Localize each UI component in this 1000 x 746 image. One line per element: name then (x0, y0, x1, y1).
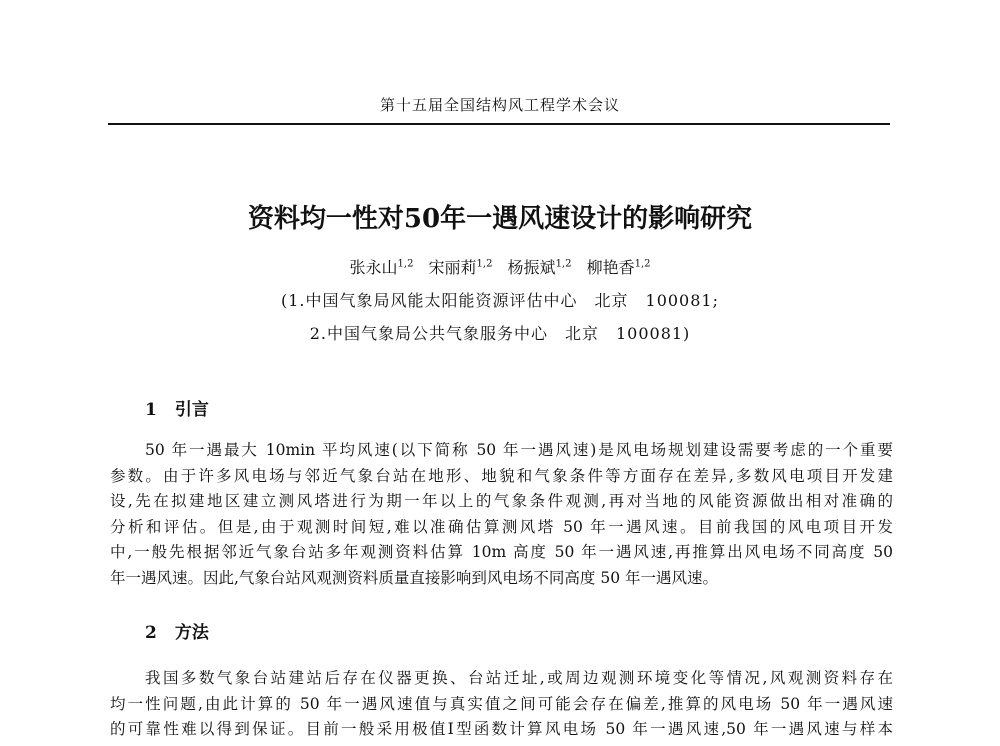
paragraph-line: 设,先在拟建地区建立测风塔进行为期一年以上的气象条件观测,再对当地的风能资源做出相对准确的 (110, 492, 893, 511)
author-affiliation-mark: 1,2 (555, 258, 572, 270)
paragraph-line: 均一性问题,由此计算的 50 年一遇风速值与真实值之间可能会存在偏差,推算的风电场 50 年一遇风速 (110, 694, 893, 713)
paper-title: 资料均一性对50年一遇风速设计的影响研究 (247, 204, 753, 234)
paragraph-line: 我国多数气象台站建站后存在仪器更换、台站迁址,或周边观测环境变化等情况,风观测资料存在 (145, 669, 893, 687)
header-rule (108, 123, 890, 125)
section-number: 2 (145, 623, 157, 643)
author: 杨振斌 (507, 258, 556, 277)
section-number: 1 (145, 400, 157, 420)
section-title: 引言 (174, 400, 209, 420)
author-affiliation-mark: 1,2 (634, 258, 651, 270)
author: 柳艳香 (586, 258, 635, 277)
author: 宋丽莉 (428, 258, 477, 277)
author: 张永山 (349, 258, 398, 277)
paragraph-line: 50 年一遇最大 10min 平均风速(以下简称 50 年一遇风速)是风电场规划建设需要考虑的一个重要 (145, 441, 893, 459)
paragraph-line: 的可靠性难以得到保证。目前一般采用极值Ⅰ型函数计算风电场 50 年一遇风速,50 年一遇风速与样本 (110, 720, 893, 739)
paragraph-line: 中,一般先根据邻近气象台站多年观测资料估算 10m 高度 50 年一遇风速,再推算出风电场不同高度 50 (110, 543, 893, 562)
paragraph-line: 分析和评估。但是,由于观测时间短,难以准确估算测风塔 50 年一遇风速。目前我国的风电项目开发 (110, 517, 893, 536)
author-affiliation-mark: 1,2 (397, 258, 414, 270)
section-heading-introduction (145, 395, 209, 420)
running-header: 第十五届全国结构风工程学术会议 (379, 96, 620, 114)
author-affiliation-mark: 1,2 (476, 258, 493, 270)
paragraph-line: 参数。由于许多风电场与邻近气象台站在地形、地貌和气象条件等方面存在差异,多数风电项目开发建 (110, 466, 893, 485)
section-heading-method (145, 618, 209, 643)
author-list (0, 255, 1000, 278)
paragraph-line: 年一遇风速。因此,气象台站风观测资料质量直接影响到风电场不同高度 50 年一遇风速。 (110, 569, 719, 587)
section-title: 方法 (174, 623, 209, 643)
affiliation-2: 2.中国气象局公共气象服务中心 北京 100081) (309, 324, 691, 343)
affiliation-1: (1.中国气象局风能太阳能资源评估中心 北京 100081; (281, 291, 719, 310)
